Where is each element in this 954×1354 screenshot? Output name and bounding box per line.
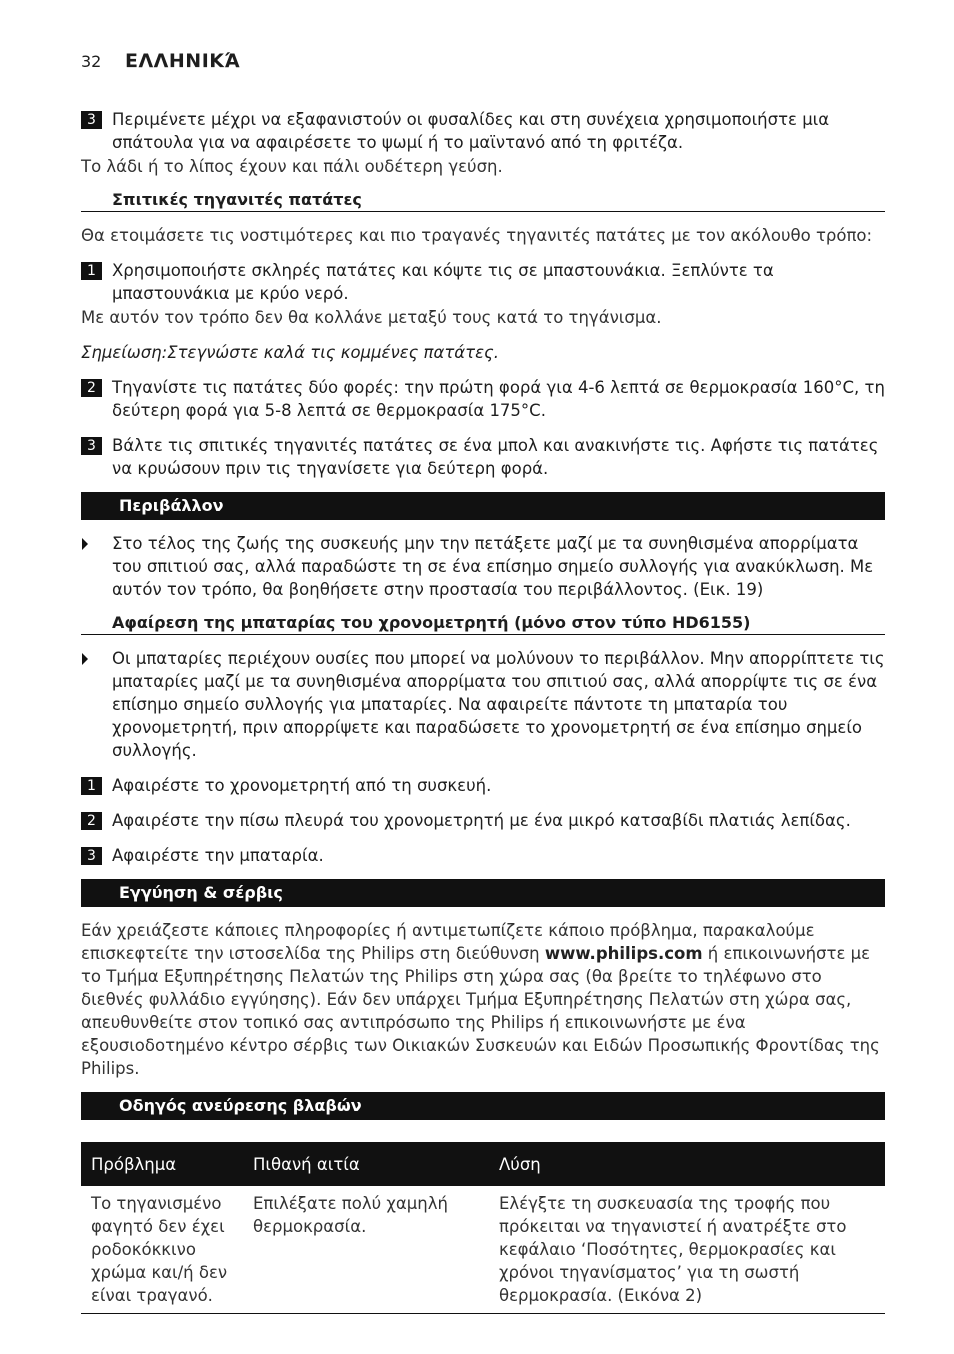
step-number-badge: 3 <box>81 437 102 455</box>
step-text: Χρησιμοποιήστε σκληρές πατάτες και κόψτε τις σε μπαστουνάκια. Ξεπλύντε τα μπαστουνάκια με κρύο νερό. <box>112 261 774 303</box>
philips-website-link[interactable]: www.philips.com <box>544 944 703 963</box>
fries-step-2 <box>81 376 885 422</box>
step-text: Αφαιρέστε την μπαταρία. <box>112 846 324 865</box>
battery-step-3 <box>81 844 885 867</box>
cell-solution: Ελέγξτε τη συσκευασία της τροφής που πρόκειται να τηγανιστεί ή ανατρέξτε στο κεφάλαιο ‘Ποσότητες, θερμοκρασίες και χρόνοι τηγανίσματος’ για τη σωστή θερμοκρασία. (Εικόνα 2) <box>489 1186 885 1314</box>
step-number-badge: 1 <box>81 262 102 280</box>
fries-step-1 <box>81 259 885 305</box>
bullet-arrow-icon <box>82 538 88 550</box>
step-number-badge: 2 <box>81 379 102 397</box>
troubleshooting-table <box>81 1142 885 1314</box>
heading-environment: Περιβάλλον <box>81 492 885 520</box>
cell-problem: Το τηγανισμένο φαγητό δεν έχει ροδοκόκκινο χρώμα και/ή δεν είναι τραγανό. <box>81 1186 243 1314</box>
fries-intro: Θα ετοιμάσετε τις νοστιμότερες και πιο τραγανές τηγανιτές πατάτες με τον ακόλουθο τρόπο: <box>81 226 873 245</box>
page-content <box>81 50 885 1314</box>
table-row <box>81 1186 885 1314</box>
fries-note: Σημείωση:Στεγνώστε καλά τις κομμένες πατάτες. <box>81 343 499 362</box>
fries-step-3 <box>81 434 885 480</box>
page-header <box>81 50 885 76</box>
page-number: 32 <box>81 52 102 71</box>
table-header-row <box>81 1142 885 1186</box>
column-header-cause: Πιθανή αιτία <box>243 1142 489 1186</box>
step-text: Τηγανίστε τις πατάτες δύο φορές: την πρώτη φορά για 4-6 λεπτά σε θερμοκρασία 160°C, τη δεύτερη φορά για 5-8 λεπτά σε θερμοκρασία 175°C. <box>112 378 885 420</box>
bullet-text: Οι μπαταρίες περιέχουν ουσίες που μπορεί να μολύνουν το περιβάλλον. Μην απορρίπτετε τις μπαταρίες μαζί με τα συνηθισμένα απορρίματα του σπιτιού σας, αλλά απορρίψτε τις σε ένα επίσημο σημείο συλλογής για μπαταρίες. Να αφαιρείτε πάντοτε τη μπαταρία του χρονομετρητή, πριν απορρίψετε και παραδώσετε το χρονομετρητή σε ένα επίσημο σημείο συλλογής. <box>112 649 885 760</box>
step-text: Βάλτε τις σπιτικές τηγανιτές πατάτες σε ένα μπολ και ανακινήστε τις. Αφήστε τις πατάτες να κρυώσουν πριν τις τηγανίσετε για δεύτερη φορά. <box>112 436 879 478</box>
step-wait-bubbles <box>81 108 885 154</box>
heading-battery-removal: Αφαίρεση της μπαταρίας του χρονομετρητή (μόνο στον τύπο HD6155) <box>81 613 885 635</box>
guarantee-text-end: ή επικοινωνήστε με το Τμήμα Εξυπηρέτησης Πελατών της Philips στη χώρα σας (θα βρείτε το τηλέφωνο στο διεθνές φυλλάδιο εγγύησης). Εάν δεν υπάρχει Τμήμα Εξυπηρέτησης Πελατών στη χώρα σας, απευθυνθείτε στον τοπικό σας αντιπρόσωπο της Philips ή επικοινωνήστε με ένα εξουσιοδοτημένο κέντρο σέρβις των Οικιακών Συσκευών και Ειδών Προσωπικής Φροντίδας της Philips. <box>81 944 880 1078</box>
heading-guarantee-service: Εγγύηση & σέρβις <box>81 879 885 907</box>
neutral-taste-text: Το λάδι ή το λίπος έχουν και πάλι ουδέτερη γεύση. <box>81 157 503 176</box>
step-text: Αφαιρέστε την πίσω πλευρά του χρονομετρητή με ένα μικρό κατσαβίδι πλατιάς λεπίδας. <box>112 811 851 830</box>
guarantee-text <box>81 919 885 1080</box>
bullet-arrow-icon <box>82 653 88 665</box>
heading-homemade-fries: Σπιτικές τηγανιτές πατάτες <box>81 190 885 212</box>
battery-step-1 <box>81 774 885 797</box>
fries-step-1-result: Με αυτόν τον τρόπο δεν θα κολλάνε μεταξύ τους κατά το τηγάνισμα. <box>81 308 662 327</box>
column-header-solution: Λύση <box>489 1142 885 1186</box>
step-number-badge: 3 <box>81 111 102 129</box>
language-title: ΕΛΛΗΝΙΚΆ <box>125 50 241 72</box>
battery-bullet <box>81 647 885 762</box>
step-number-badge: 3 <box>81 847 102 865</box>
step-text: Αφαιρέστε το χρονομετρητή από τη συσκευή. <box>112 776 492 795</box>
step-number-badge: 1 <box>81 777 102 795</box>
column-header-problem: Πρόβλημα <box>81 1142 243 1186</box>
battery-step-2 <box>81 809 885 832</box>
bullet-text: Στο τέλος της ζωής της συσκευής μην την πετάξετε μαζί με τα συνηθισμένα απορρίματα του σπιτιού σας, αλλά παραδώστε τη σε ένα επίσημο σημείο συλλογής για ανακύκλωση. Με αυτόν τον τρόπο, θα βοηθήσετε στην προστασία του περιβάλλοντος. (Εικ. 19) <box>112 534 874 599</box>
step-text: Περιμένετε μέχρι να εξαφανιστούν οι φυσαλίδες και στη συνέχεια χρησιμοποιήστε μια σπάτουλα για να αφαιρέσετε το ψωμί ή το μαϊντανό από τη φριτέζα. <box>112 110 830 152</box>
heading-troubleshooting: Οδηγός ανεύρεσης βλαβών <box>81 1092 885 1120</box>
environment-bullet <box>81 532 885 601</box>
guarantee-text-start: Εάν χρειάζεστε κάποιες πληροφορίες ή αντιμετωπίζετε κάποιο πρόβλημα, παρακαλούμε επισκεφτείτε την ιστοσελίδα της Philips στη διεύθυνση <box>81 921 815 963</box>
step-number-badge: 2 <box>81 812 102 830</box>
cell-cause: Επιλέξατε πολύ χαμηλή θερμοκρασία. <box>243 1186 489 1314</box>
